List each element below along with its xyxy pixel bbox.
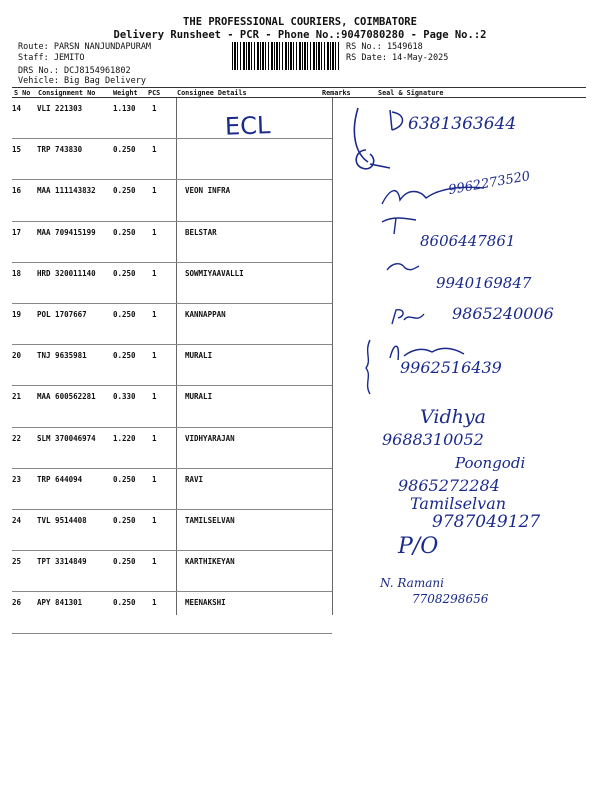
row-weight: 0.250 — [113, 474, 136, 484]
col-weight: Weight — [113, 89, 138, 97]
handwritten-phone: 8606447861 — [420, 232, 516, 250]
barcode — [232, 42, 340, 70]
signature-stroke — [385, 260, 421, 276]
col-remarks: Remarks — [322, 89, 351, 97]
row-sno: 24 — [12, 516, 22, 525]
row-consignment-no: HRD 320011140 — [37, 268, 96, 278]
route-label: Route: PARSN NANJUNDAPURAM — [18, 42, 152, 52]
table-row — [12, 186, 586, 221]
row-divider — [12, 591, 332, 592]
row-pcs: 1 — [152, 433, 157, 443]
handwritten-phone: 9787049127 — [432, 512, 541, 532]
row-weight: 0.250 — [113, 351, 136, 361]
row-consignment-no: TPT 3314849 — [37, 557, 87, 567]
row-divider — [12, 344, 332, 345]
row-consignment-no: TNJ 9635981 — [37, 351, 87, 361]
header-rule-top — [12, 87, 586, 88]
company-title: THE PROFESSIONAL COURIERS, COIMBATORE — [183, 16, 417, 28]
row-divider — [12, 427, 332, 428]
row-consignee: SOWMIYAAVALLI — [185, 268, 244, 278]
row-divider — [12, 468, 332, 469]
col-consignee: Consignee Details — [177, 89, 247, 97]
row-consignee: MURALI — [185, 392, 213, 402]
row-sno: 20 — [12, 351, 22, 361]
row-divider — [12, 509, 332, 510]
row-weight: 0.250 — [113, 186, 136, 196]
rs-number: RS No.: 1549618 — [346, 42, 423, 52]
row-consignment-no: MAA 709415199 — [37, 227, 96, 237]
handwritten-phone: 9688310052 — [382, 430, 484, 449]
row-divider — [12, 550, 332, 551]
row-consignment-no: APY 841301 — [37, 598, 83, 608]
row-consignment-no: MAA 600562281 — [37, 392, 96, 402]
drs-number: DRS No.: DCJ8154961802 — [18, 66, 131, 76]
row-sno: 18 — [12, 268, 22, 278]
row-weight: 1.220 — [113, 433, 136, 443]
row-sno: 26 — [12, 598, 22, 608]
row-weight: 0.250 — [113, 268, 136, 278]
handwritten-name: Vidhya — [420, 406, 486, 428]
row-consignee: RAVI — [185, 474, 204, 484]
row-weight: 0.330 — [113, 392, 136, 402]
row-consignee: MEENAKSHI — [185, 598, 226, 608]
row-consignment-no: TVL 9514408 — [37, 516, 87, 525]
row-consignee: KANNAPPAN — [185, 310, 226, 319]
staff-label: Staff: JEMITO — [18, 53, 85, 63]
handwritten-phone: 9865240006 — [452, 304, 554, 323]
row-consignment-no: SLM 370046974 — [37, 433, 96, 443]
signature-stroke — [388, 306, 428, 328]
row-consignment-no: MAA 111143832 — [37, 186, 96, 196]
handwritten-name: Poongodi — [455, 454, 526, 472]
row-consignee: KARTHIKEYAN — [185, 557, 235, 567]
col-pcs: PCS — [148, 89, 161, 97]
row-consignee: TAMILSELVAN — [185, 516, 235, 525]
row-weight: 0.250 — [113, 516, 136, 525]
col-sno: S No — [14, 89, 31, 97]
row-sno: 14 — [12, 104, 22, 113]
row-sno: 17 — [12, 227, 22, 237]
row-pcs: 1 — [152, 145, 157, 155]
row-pcs: 1 — [152, 392, 157, 402]
handwritten-phone: 9962273520 — [447, 168, 532, 199]
row-divider — [12, 221, 332, 222]
row-weight: 0.250 — [113, 145, 136, 155]
row-consignee: MURALI — [185, 351, 213, 361]
row-pcs: 1 — [152, 227, 157, 237]
table-row — [12, 392, 586, 427]
row-pcs: 1 — [152, 557, 157, 567]
row-sno: 19 — [12, 310, 22, 319]
row-pcs: 1 — [152, 351, 157, 361]
row-divider — [12, 633, 332, 634]
row-pcs: 1 — [152, 104, 157, 113]
row-divider — [12, 303, 332, 304]
handwritten-name: Tamilselvan — [410, 494, 507, 513]
header-rule-bottom — [12, 97, 586, 98]
col-consignment: Consignment No — [38, 89, 96, 97]
row-weight: 1.130 — [113, 104, 136, 113]
handwritten-phone: 6381363644 — [408, 114, 517, 134]
row-consignee: VEON INFRA — [185, 186, 231, 196]
rs-date: RS Date: 14-May-2025 — [346, 53, 449, 63]
row-consignee: BELSTAR — [185, 227, 217, 237]
handwritten-phone: 9940169847 — [436, 274, 532, 292]
handwritten-remark: P/O — [398, 534, 439, 559]
row-pcs: 1 — [152, 474, 157, 484]
row-weight: 0.250 — [113, 598, 136, 608]
row-divider — [12, 138, 332, 139]
row-divider — [12, 179, 332, 180]
row-sno: 16 — [12, 186, 22, 196]
row-pcs: 1 — [152, 598, 157, 608]
table-row — [12, 598, 586, 633]
row-divider — [12, 385, 332, 386]
row-sno: 23 — [12, 474, 22, 484]
row-consignee: VIDHYARAJAN — [185, 433, 235, 443]
row-pcs: 1 — [152, 310, 157, 319]
col-seal: Seal & Signature — [378, 89, 444, 97]
runsheet-subtitle: Delivery Runsheet - PCR - Phone No.:9047080280 - Page No.:2 — [113, 29, 487, 41]
row-consignment-no: POL 1707667 — [37, 310, 87, 319]
row-sno: 22 — [12, 433, 22, 443]
row-consignment-no: VLI 221303 — [37, 104, 83, 113]
row-sno: 21 — [12, 392, 22, 402]
handwritten-phone: 9962516439 — [400, 358, 502, 377]
row-pcs: 1 — [152, 268, 157, 278]
signature-stroke — [380, 214, 420, 236]
row-consignment-no: TRP 743830 — [37, 145, 83, 155]
handwritten-phone: 7708298656 — [412, 592, 489, 606]
row-weight: 0.250 — [113, 310, 136, 319]
row-divider — [12, 262, 332, 263]
vehicle-label: Vehicle: Big Bag Delivery — [18, 76, 146, 86]
row-weight: 0.250 — [113, 227, 136, 237]
row-pcs: 1 — [152, 186, 157, 196]
handwritten-remark: ECL — [224, 111, 271, 141]
handwritten-name: N. Ramani — [380, 576, 444, 590]
row-sno: 25 — [12, 557, 22, 567]
handwritten-phone: 9865272284 — [398, 476, 500, 495]
row-pcs: 1 — [152, 516, 157, 525]
row-consignment-no: TRP 644094 — [37, 474, 83, 484]
row-sno: 15 — [12, 145, 22, 155]
table-row — [12, 557, 586, 592]
row-weight: 0.250 — [113, 557, 136, 567]
